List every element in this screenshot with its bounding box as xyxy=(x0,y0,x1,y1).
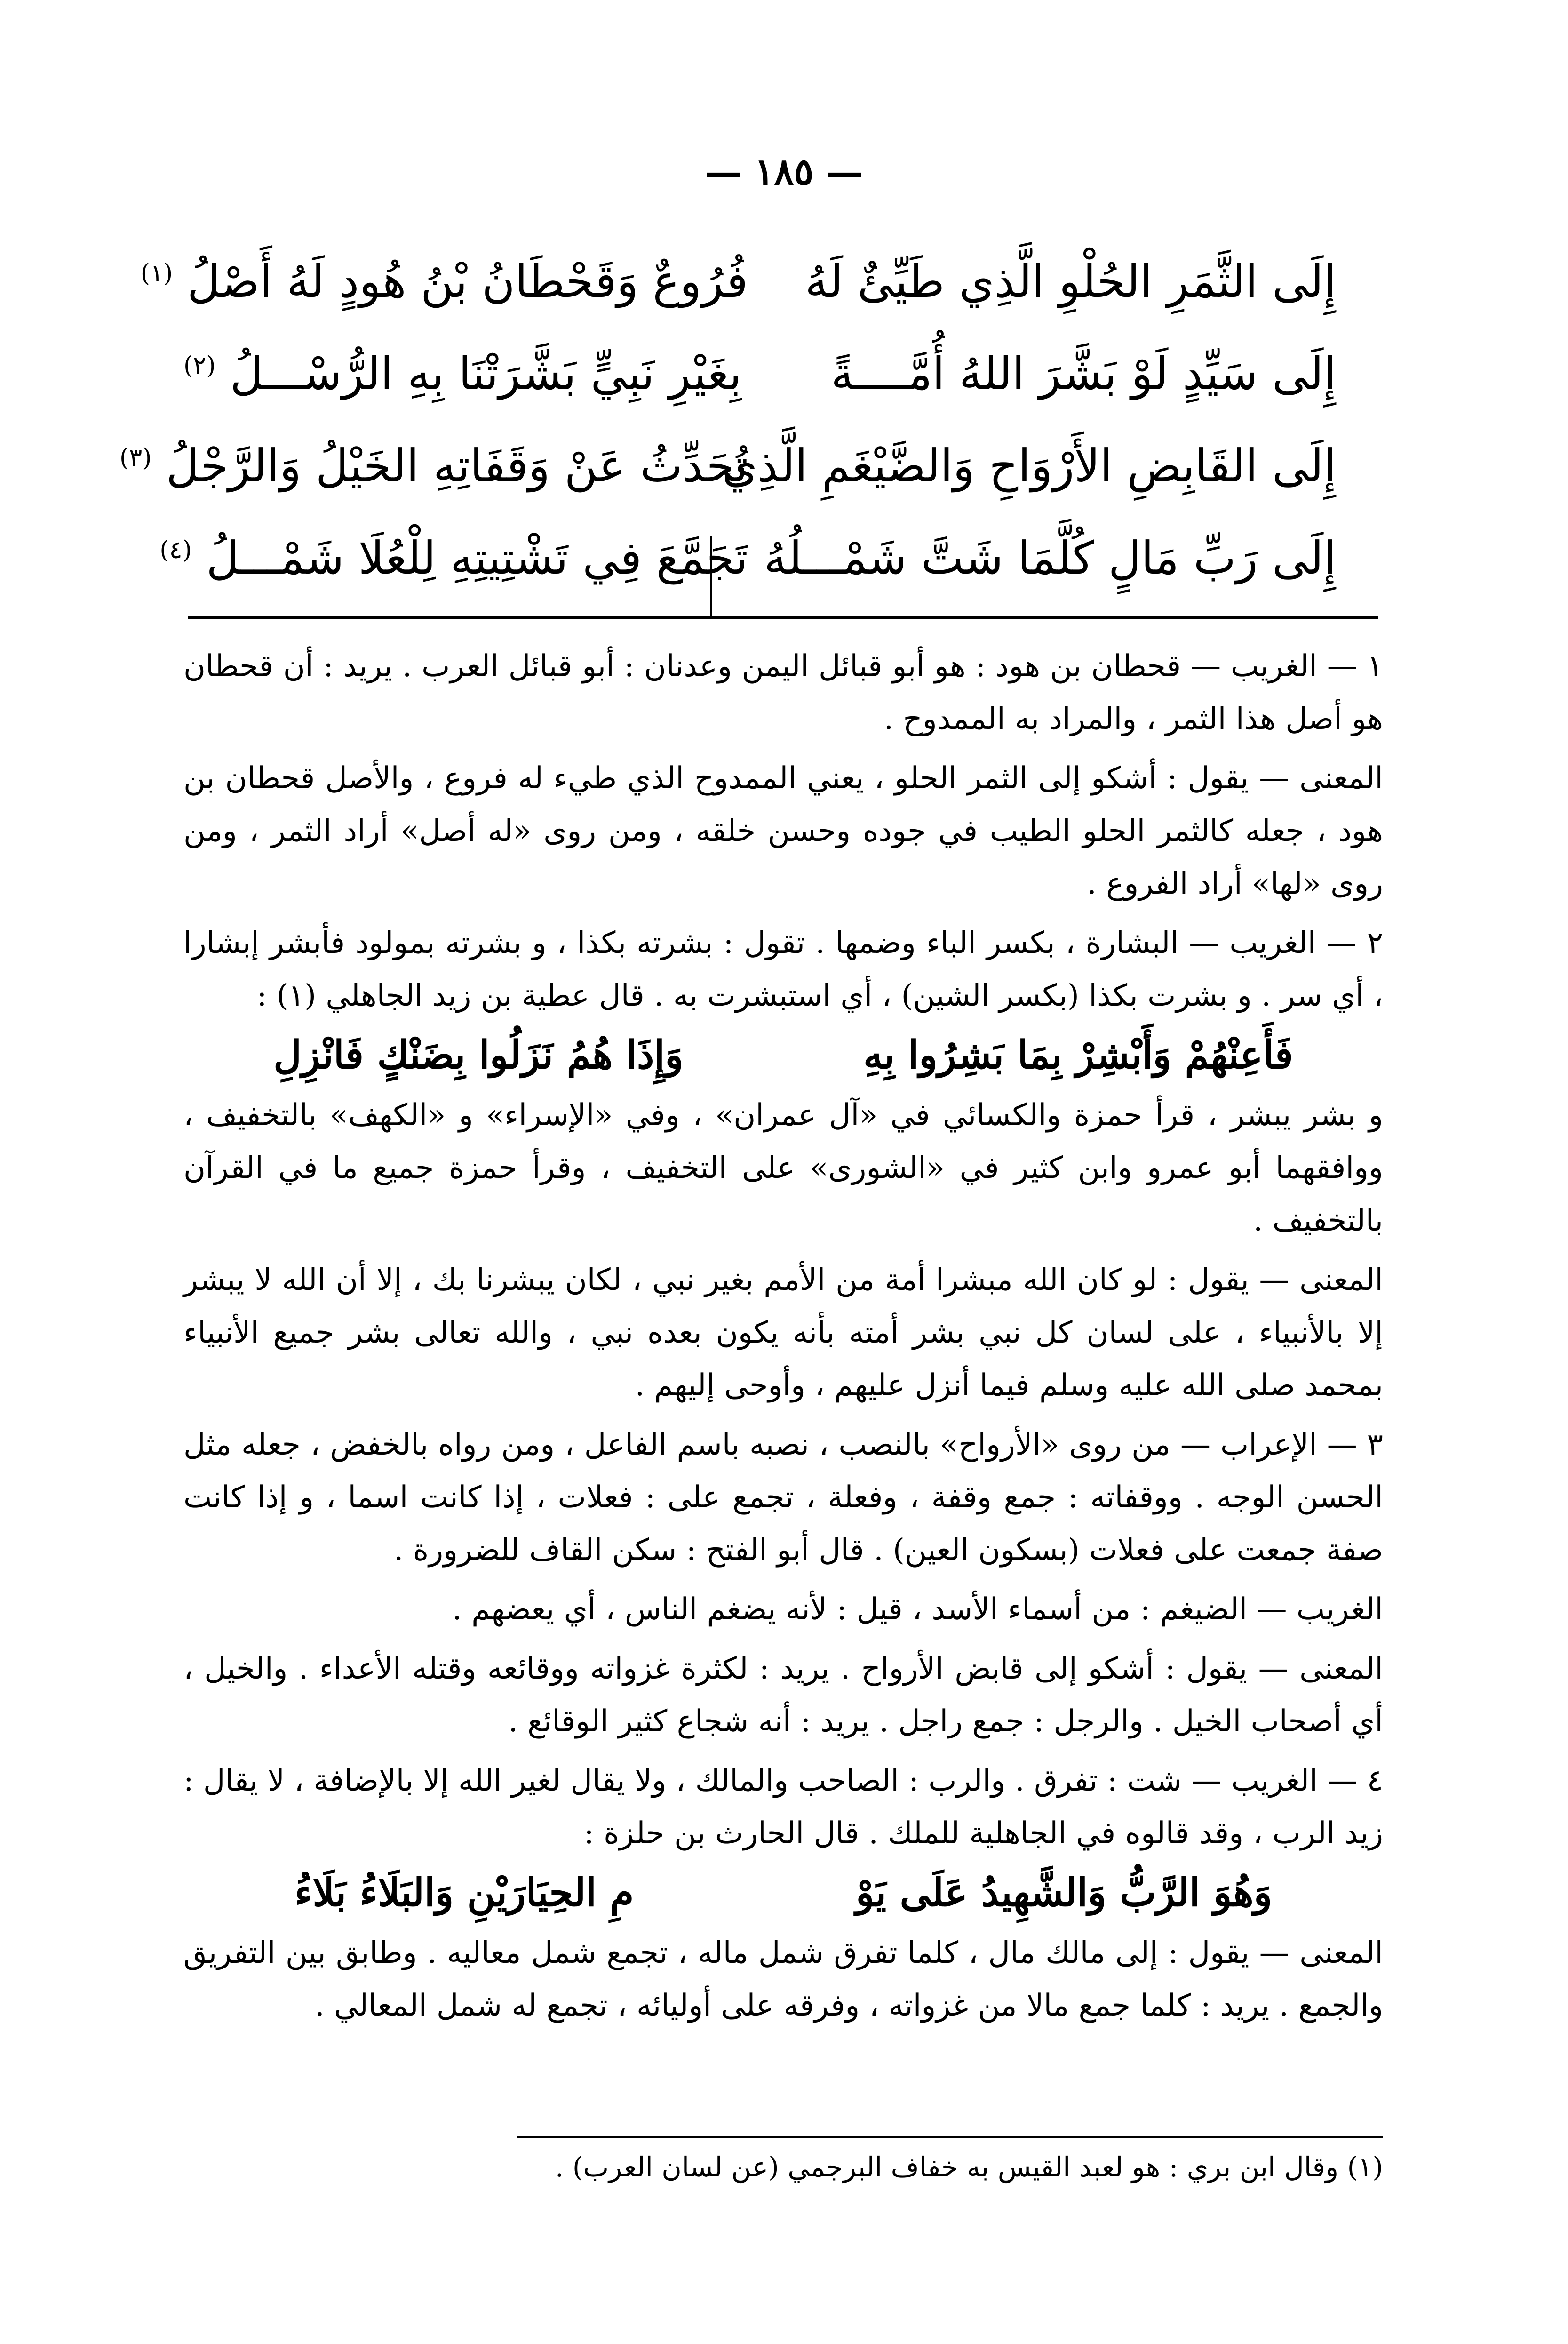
note-4-maana: المعنى — يقول : إلى مالك مال ، كلما تفرق شمل ماله ، تجمع شمل معاليه . وطابق بين التفريق والجمع . يريد : كلما جمع مالا من غزواته ، وفرقه على أوليائه ، تجمع له شمل المعالي . xyxy=(183,1936,1384,2023)
verse-row xyxy=(159,512,1336,604)
verse-first-hemistich: إِلَى الثَّمَرِ الحُلْوِ الَّذِي طَيِّئٌ لَهُ xyxy=(805,255,1336,308)
poem-verses xyxy=(119,235,1336,604)
note-3-gharib: الغريب — الضيغم : من أسماء الأسد ، قيل : لأنه يضغم الناس ، أي يعضهم . xyxy=(452,1592,1383,1627)
verse-second-hemistich: فُرُوعٌ وَقَحْطَانُ بْنُ هُودٍ لَهُ أَصْلُ $^{(١)}$ xyxy=(140,255,748,308)
commentary xyxy=(183,640,1383,2039)
verse-first-hemistich: إِلَى القَابِضِ الأَرْوَاحِ وَالضَّيْغَمِ الَّذِي xyxy=(722,440,1336,492)
commentary-rule xyxy=(188,616,1378,619)
verse-row xyxy=(119,420,1336,512)
footnote-marker: (٤) xyxy=(159,536,192,564)
verse-first-hemistich: إِلَى رَبِّ مَالٍ كُلَّمَا شَتَّ شَمْـــلُهُ xyxy=(764,532,1336,584)
footnote-rule xyxy=(517,2136,1383,2138)
quoted-poem-line xyxy=(183,1866,1383,1919)
quoted-hemistich: وَإِذَا هُمُ نَزَلُوا بِضَنْكٍ فَانْزِلِ xyxy=(273,1032,684,1078)
verse-second-hemistich: تَجَمَّعَ فِي تَشْتِيتِهِ لِلْعُلَا شَمْـــلُ $^{(٤)}$ xyxy=(159,532,748,584)
note-2-gharib: ٢ — الغريب — البشارة ، بكسر الباء وضمها . تقول : بشرته بكذا ، و بشرته بمولود فأبشر إبشارا ، أي سر . و بشرت بكذا (بكسر الشين) ، أي استبشرت به . قال عطية بن زيد الجاهلي (١) : xyxy=(183,926,1383,1013)
footnote-marker: (٣) xyxy=(119,444,152,472)
verse-row xyxy=(183,328,1336,420)
quoted-hemistich: مِ الحِيَارَيْنِ وَالبَلَاءُ بَلَاءُ xyxy=(294,1870,634,1915)
note-3-irab: ٣ — الإعراب — من روى «الأرواح» بالنصب ، نصبه باسم الفاعل ، ومن رواه بالخفض ، جعله مثل الحسن الوجه . ووقفاته : جمع وقفة ، وفعلة ، تجمع على : فعلات ، إذا كانت اسما ، و إذا كانت صفة جمعت على فعلات (بسكون العين) . قال أبو الفتح : سكن القاف للضرورة . xyxy=(183,1427,1384,1568)
verse-second-hemistich: تُحَدِّثُ عَنْ وَقَفَاتِهِ الخَيْلُ وَالرَّجْلُ $^{(٣)}$ xyxy=(119,440,748,492)
note-2-qiraat: و بشر يبشر ، قرأ حمزة والكسائي في «آل عمران» ، وفي «الإسراء» و «الكهف» بالتخفيف ، ووافقهما أبو عمرو وابن كثير في «الشورى» على التخفيف ، وقرأ حمزة جميع ما في القرآن بالتخفيف . xyxy=(183,1098,1383,1238)
quoted-hemistich: وَهُوَ الرَّبُّ وَالشَّهِيدُ عَلَى يَوْ xyxy=(855,1870,1273,1915)
verse-second-hemistich: بِغَيْرِ نَبِيٍّ بَشَّرَتْنَا بِهِ الرُّسْـــلُ $^{(٢)}$ xyxy=(183,347,742,400)
verse-first-hemistich: إِلَى سَيِّدٍ لَوْ بَشَّرَ اللهُ أُمَّــــةً xyxy=(831,347,1336,400)
note-4-gharib: ٤ — الغريب — شت : تفرق . والرب : الصاحب والمالك ، ولا يقال لغير الله إلا بالإضافة ، لا يقال : زيد الرب ، وقد قالوه في الجاهلية للملك . قال الحارث بن حلزة : xyxy=(183,1763,1383,1851)
verse-divider xyxy=(710,536,712,616)
note-2-maana: المعنى — يقول : لو كان الله مبشرا أمة من الأمم بغير نبي ، لكان يبشرنا بك ، إلا أن الله لا يبشر إلا بالأنبياء ، على لسان كل نبي بشر أمته بأنه يكون بعده نبي ، والله تعالى بشر جميع الأنبياء بمحمد صلى الله عليه وسلم فيما أنزل عليهم ، وأوحى إليهم . xyxy=(183,1263,1383,1403)
note-1-gharib: ١ — الغريب — قحطان بن هود : هو أبو قبائل اليمن وعدنان : أبو قبائل العرب . يريد : أن قحطان هو أصل هذا الثمر ، والمراد به الممدوح . xyxy=(183,649,1383,736)
quoted-hemistich: فَأَعِنْهُمْ وَأَبْشِرْ بِمَا بَشِرُوا بِهِ xyxy=(863,1032,1293,1078)
note-3-maana: المعنى — يقول : أشكو إلى قابض الأرواح . يريد : لكثرة غزواته ووقائعه وقتله الأعداء . والخيل ، أي أصحاب الخيل . والرجل : جمع راجل . يريد : أنه شجاع كثير الوقائع . xyxy=(183,1651,1383,1739)
verse-row xyxy=(140,235,1336,328)
footnote-marker: (٢) xyxy=(183,352,216,380)
footnote: (١) وقال ابن بري : هو لعبد القيس به خفاف البرجمي (عن لسان العرب) . xyxy=(555,2151,1383,2183)
quoted-poem-line xyxy=(183,1029,1383,1081)
page-number: — ١٨٥ — xyxy=(705,151,863,193)
footnote-marker: (١) xyxy=(140,259,173,288)
note-1-maana: المعنى — يقول : أشكو إلى الثمر الحلو ، يعني الممدوح الذي طيء له فروع ، والأصل قحطان بن هود ، جعله كالثمر الحلو الطيب في جوده وحسن خلقه ، ومن روى «له أصل» أراد الثمر ، ومن روى «لها» أراد الفروع . xyxy=(183,761,1383,901)
